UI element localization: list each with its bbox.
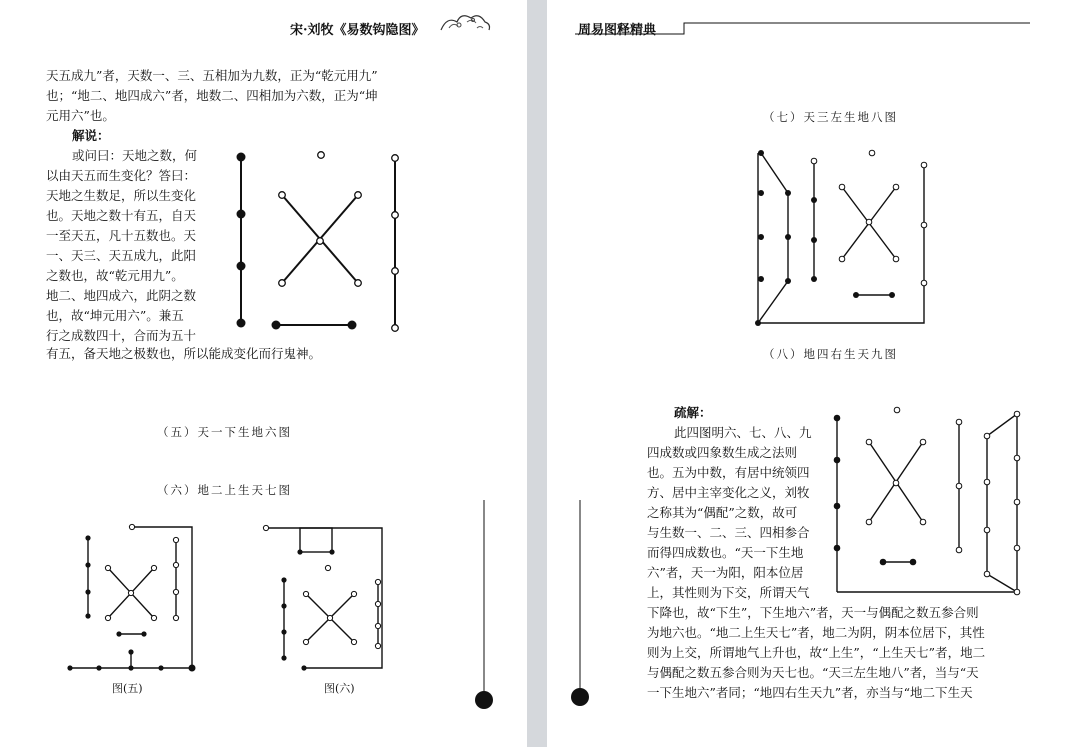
explain-line-8: 地二、地四成六，此阴之数	[46, 288, 197, 303]
explain-line-2: 以由天五而生变化？答曰：	[46, 168, 197, 183]
commentary-line-4: 方、居中主宰变化之义，刘牧	[647, 485, 810, 500]
intro-line-1: 天五成九”者，天数一、三、五相加为九数，正为“乾元用九”	[46, 68, 378, 83]
page-edge-marker	[470, 500, 500, 715]
figure-6-diagram	[262, 520, 392, 675]
explain-label: 解说：	[72, 128, 110, 143]
left-page	[0, 0, 527, 747]
explain-line-7: 之数也，故“乾元用九”。	[46, 268, 184, 283]
commentary-line-5: 之称其为“偶配”之数，故可	[647, 505, 798, 520]
commentary-full-3: 则为上交，所谓地气上升也，故“上生”，“上生天七”者，地二	[647, 645, 986, 660]
caption-fig5: （五）天一下生地六图	[157, 425, 292, 439]
commentary-line-6: 与生数一、二、三、四相参合	[647, 525, 810, 540]
explain-line-6: 一、天三、天五成九，此阳	[46, 248, 197, 263]
explain-line-11: 有五，备天地之极数也，所以能成变化而行鬼神。	[46, 346, 322, 361]
caption-fig6: （六）地二上生天七图	[157, 483, 292, 497]
commentary-line-9: 上，其性则为下交，所谓天气	[647, 585, 810, 600]
explain-line-9: 也，故“坤元用六”。兼五	[46, 308, 184, 323]
page-edge-marker-right	[565, 500, 595, 715]
left-header-title: 宋·刘牧《易数钩隐图》	[290, 23, 425, 38]
commentary-line-1: 此四图明六、七、八、九	[674, 425, 812, 440]
cloud-ornament-icon	[437, 8, 497, 38]
commentary-line-7: 而得四成数也。“天一下生地	[647, 545, 804, 560]
explain-line-1: 或问曰：天地之数，何	[72, 148, 198, 163]
commentary-full-4: 与偶配之数五参合则为天七也。“天三左生地八”者，当与“天	[647, 665, 979, 680]
commentary-full-5: 一下生地六”者同；“地四右生天九”者，亦当与“地二下生天	[647, 685, 973, 700]
commentary-line-3: 也。五为中数，有居中统领四	[647, 465, 810, 480]
commentary-line-8: 六”者，天一为阳，阳本位居	[647, 565, 804, 580]
commentary-full-2: 为地六也。“地二上生天七”者，地二为阴，阴本位居下，其性	[647, 625, 985, 640]
figure-7-diagram	[750, 145, 935, 330]
commentary-line-2: 四成数或四象数生成之法则	[647, 445, 798, 460]
intro-line-2: 也；“地二、地四成六”者，地数二、四相加为六数，正为“坤	[46, 88, 378, 103]
explain-line-4: 也。天地之数十有五，自天	[46, 208, 197, 223]
figure-5-diagram	[62, 520, 202, 675]
header-rule	[575, 20, 1035, 36]
right-page	[547, 0, 1071, 747]
figure-8-diagram	[831, 402, 1026, 597]
intro-line-3: 元用六”也。	[46, 108, 115, 123]
figure-6-label: 图(六)	[324, 682, 355, 695]
heaven-earth-number-diagram	[230, 145, 410, 340]
explain-line-5: 一至天五，凡十五数也。天	[46, 228, 197, 243]
caption-fig8: （八）地四右生天九图	[763, 347, 898, 361]
explain-line-3: 天地之生数足，所以生变化	[46, 188, 197, 203]
right-header-title: 周易图释精典	[578, 23, 657, 38]
commentary-label: 疏解：	[674, 405, 712, 420]
page-gutter	[527, 0, 547, 747]
figure-5-label: 图(五)	[112, 682, 143, 695]
explain-line-10: 行之成数四十，合而为五十	[46, 328, 197, 343]
commentary-full-1: 下降也，故“下生”，下生地六”者，天一与偶配之数五参合则	[647, 605, 979, 620]
caption-fig7: （七）天三左生地八图	[763, 110, 898, 124]
